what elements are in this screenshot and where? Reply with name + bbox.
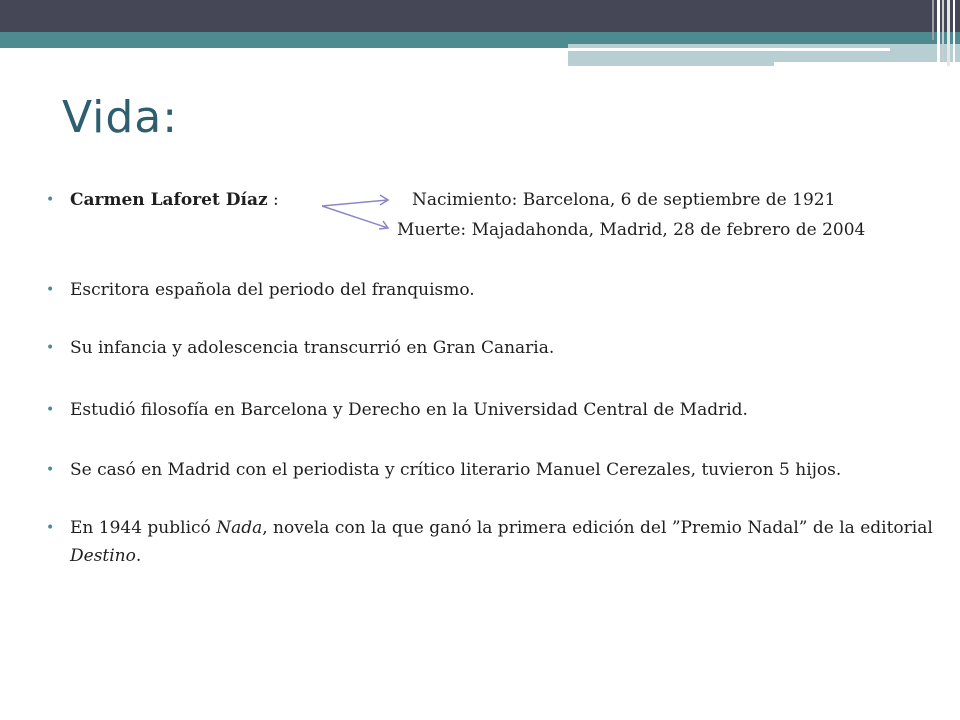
death-info: Muerte: Majadahonda, Madrid, 28 de febrero de 2004 bbox=[397, 220, 866, 240]
header-light-strip bbox=[568, 62, 774, 66]
text-segment: , novela con la que ganó la primera edición del ”Premio Nadal” de la editorial bbox=[262, 518, 933, 538]
bullet-marker: • bbox=[46, 402, 55, 418]
publisher-destino: Destino bbox=[70, 546, 136, 566]
header-teal-strip bbox=[0, 44, 568, 48]
bullet-text bbox=[70, 514, 936, 570]
header-dark-bar bbox=[0, 0, 960, 32]
book-title-nada: Nada bbox=[216, 518, 263, 538]
bullet-text: Su infancia y adolescencia transcurrió en Gran Canaria. bbox=[70, 338, 555, 358]
name-suffix: : bbox=[267, 190, 279, 210]
corner-decoration bbox=[928, 0, 960, 66]
bullet-marker: • bbox=[46, 282, 55, 298]
text-segment: En 1944 publicó bbox=[70, 518, 217, 538]
bullet-marker: • bbox=[46, 520, 55, 536]
bullet-text: Se casó en Madrid con el periodista y crítico literario Manuel Cerezales, tuvieron 5 hijos. bbox=[70, 460, 842, 480]
bullet-marker: • bbox=[46, 340, 55, 356]
bullet-text: Estudió filosofía en Barcelona y Derecho en la Universidad Central de Madrid. bbox=[70, 400, 748, 420]
bullet-marker: • bbox=[46, 192, 55, 208]
header-teal-band bbox=[0, 32, 960, 44]
bullet-marker: • bbox=[46, 462, 55, 478]
bullet-text: Escritora española del periodo del franquismo. bbox=[70, 280, 475, 300]
author-name: Carmen Laforet Díaz bbox=[70, 190, 268, 210]
text-segment: . bbox=[135, 546, 142, 566]
birth-info: Nacimiento: Barcelona, 6 de septiembre de 1921 bbox=[412, 190, 836, 210]
slide-title: Vida: bbox=[62, 92, 179, 143]
header-white-block bbox=[0, 51, 568, 62]
